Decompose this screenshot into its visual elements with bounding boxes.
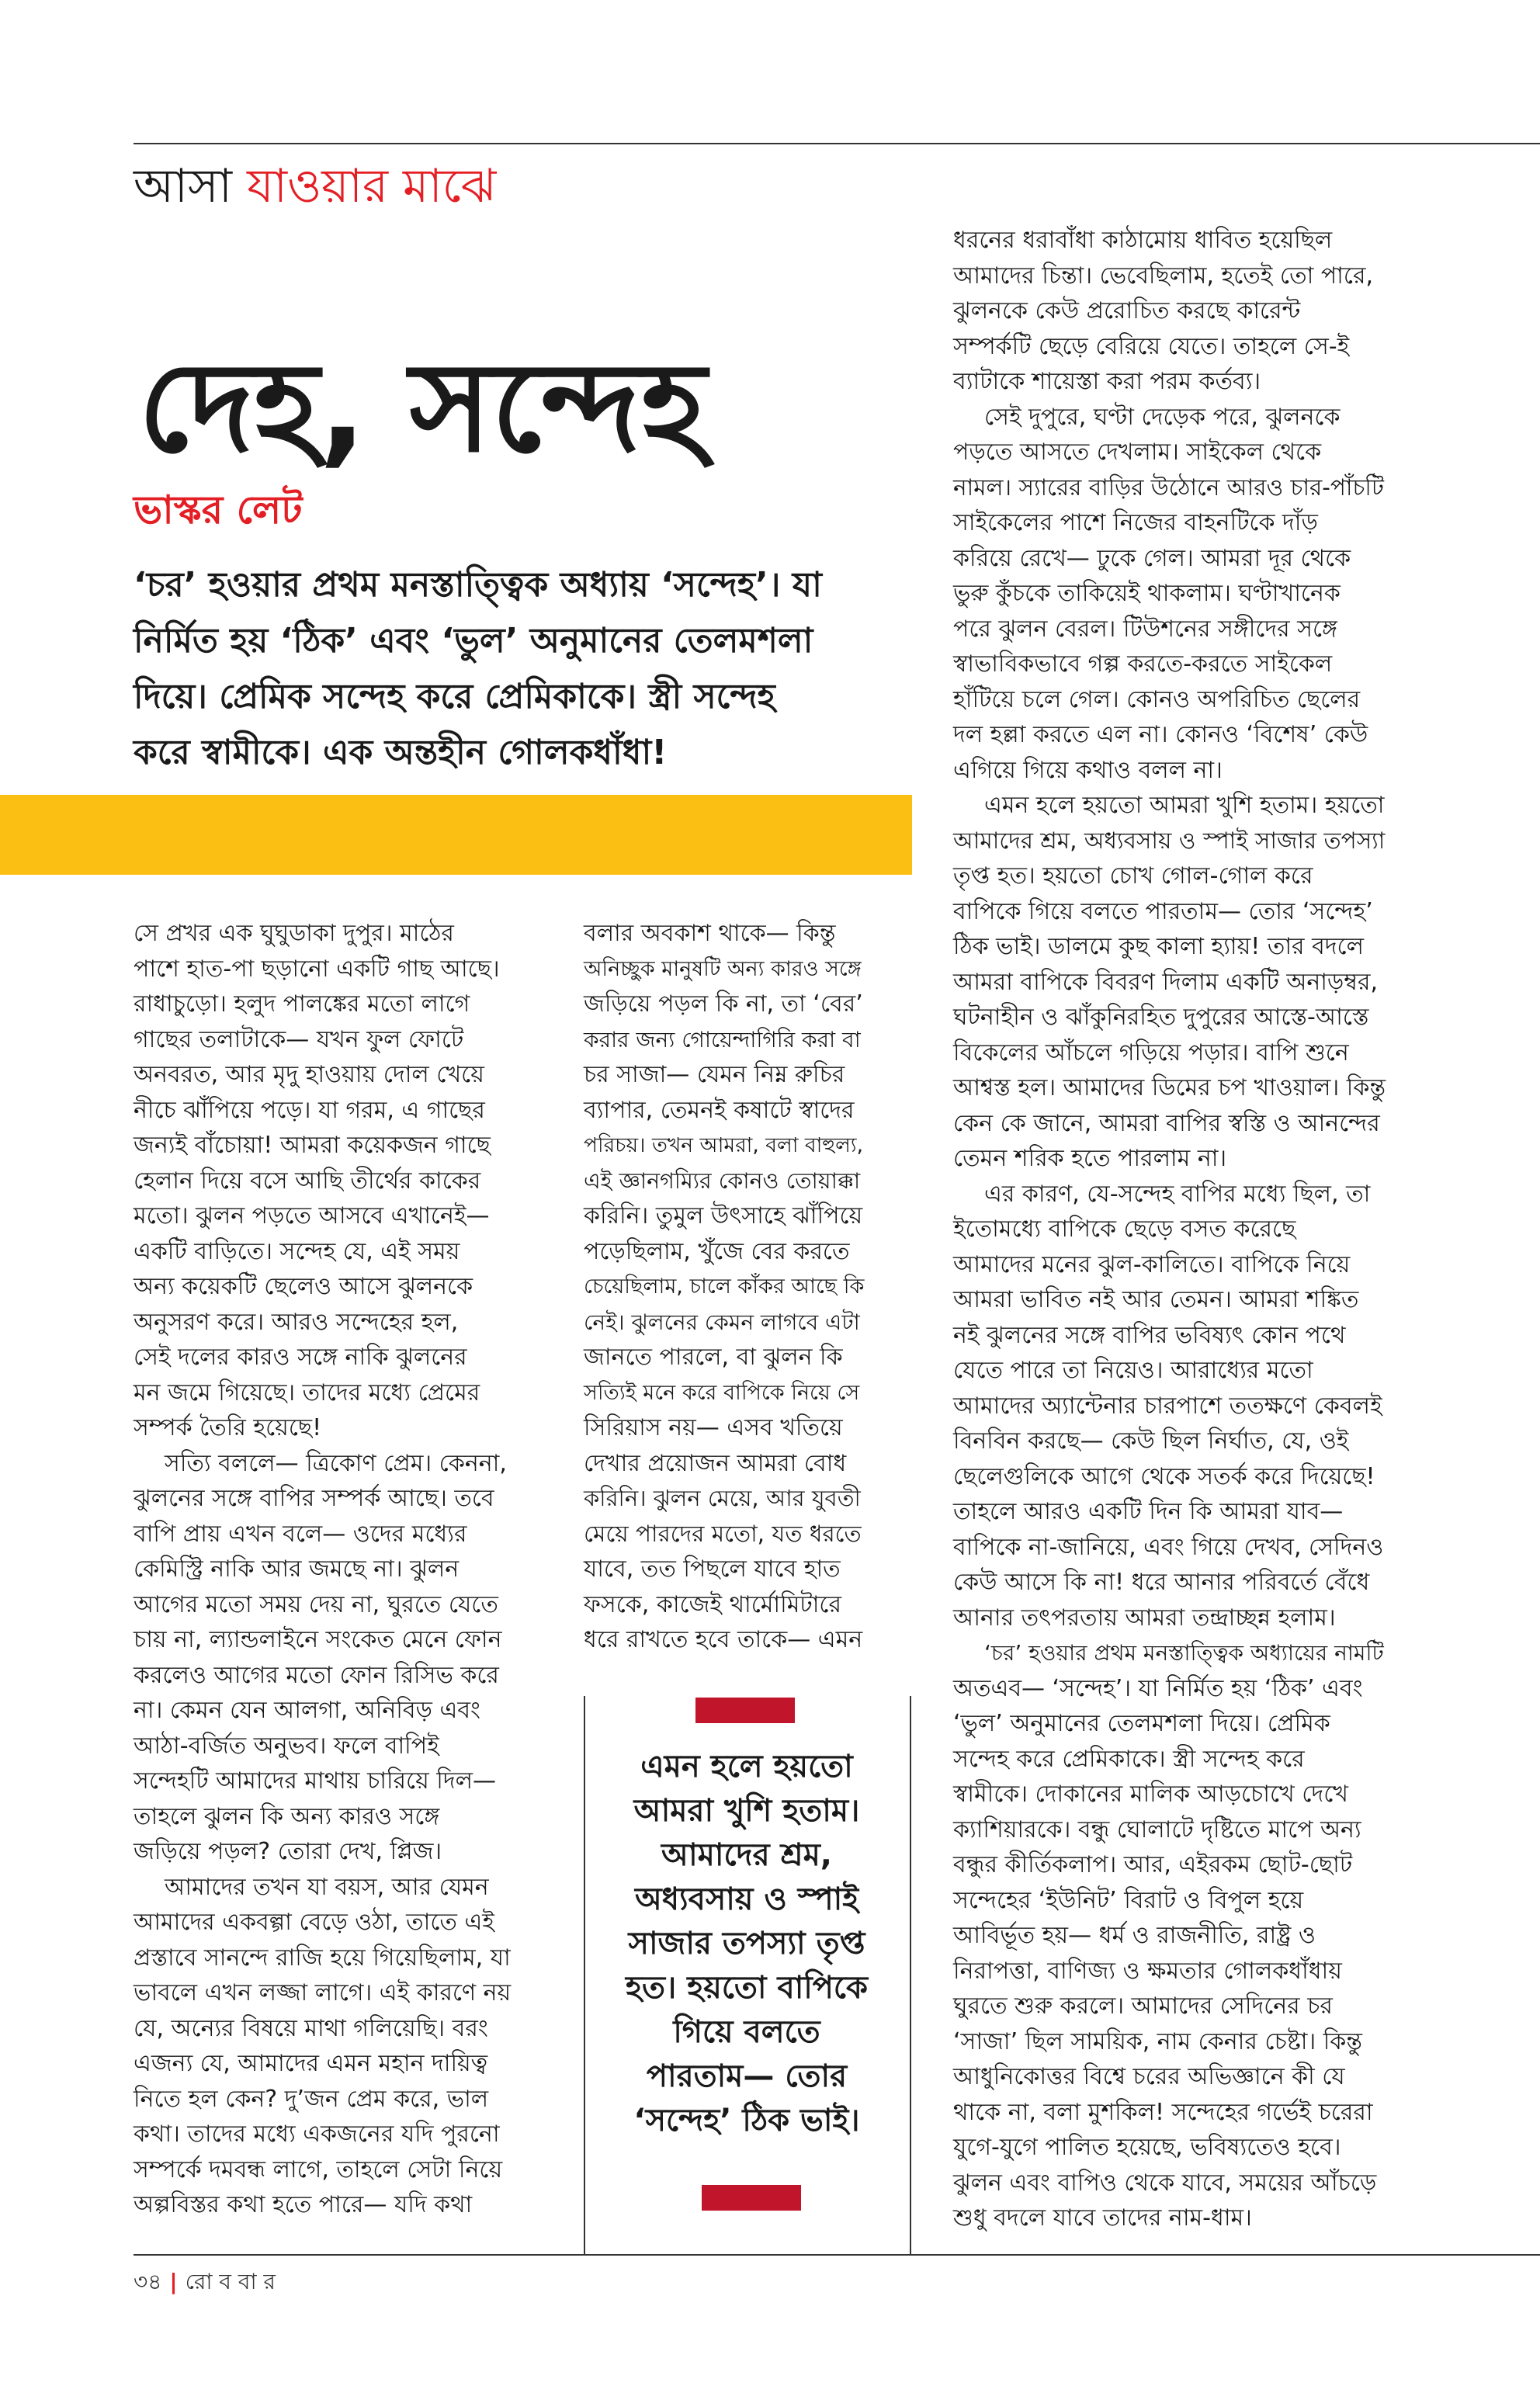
text-line: সন্দেহের ‘ইউনিট’ বিরাট ও বিপুল হয়ে <box>953 1886 1304 1914</box>
text-line: তেমন শরিক হতে পারলাম না। <box>953 1145 1227 1172</box>
text-line: ব্যাপার, তেমনই কষাটে স্বাদের <box>584 1096 855 1124</box>
pullquote-line: সাজার তপস্যা তৃপ্ত <box>628 1926 865 1961</box>
text-line: ক্যাশিয়ারকে। বন্ধু ঘোলাটে দৃষ্টিতে মাপে অন্য <box>953 1816 1361 1843</box>
text-line: স্বাভাবিকভাবে গল্প করতে-করতে সাইকেল <box>953 650 1333 678</box>
text-line: আমরা বাপিকে বিবরণ দিলাম একটি অনাড়ম্বর, <box>953 968 1379 996</box>
text-line: থাকে না, বলা মুশকিল! সন্দেহের গর্ভেই চরেরা <box>953 2098 1373 2126</box>
text-line: জড়িয়ে পড়ল কি না, তা ‘বের’ <box>584 990 863 1018</box>
text-line: সন্দেহ করে প্রেমিকাকে। স্ত্রী সন্দেহ করে <box>953 1745 1305 1773</box>
text-line: মতো। ঝুলন পড়তে আসবে এখানেই— <box>134 1202 490 1229</box>
text-line: করিনি। ঝুলন মেয়ে, আর যুবতী <box>584 1485 861 1511</box>
text-line: কেন কে জানে, আমরা বাপির স্বস্তি ও আনন্দের <box>953 1109 1380 1137</box>
text-line: আধুনিকোত্তর বিশ্বে চরের অভিজ্ঞানে কী যে <box>953 2063 1345 2090</box>
pullquote <box>590 1745 904 2143</box>
text-line: যে, অন্যের বিষয়ে মাথা গলিয়েছি। বরং <box>134 2014 488 2042</box>
text-line: তৃপ্ত হত। হয়তো চোখ গোল-গোল করে <box>953 862 1313 890</box>
text-line: হাঁটিয়ে চলে গেল। কোনও অপরিচিত ছেলের <box>953 685 1361 713</box>
text-line: একটি বাড়িতে। সন্দেহ যে, এই সময় <box>134 1237 460 1265</box>
pullquote-line: আমাদের শ্রম, <box>661 1837 832 1873</box>
text-line: অনিচ্ছুক মানুষটি অন্য কারও সঙ্গে <box>584 956 862 981</box>
text-line: বিকেলের আঁচলে গড়িয়ে পড়ার। বাপি শুনে <box>953 1039 1349 1066</box>
text-line: ঝুলনকে কেউ প্ররোচিত করছে কারেন্ট <box>953 297 1301 324</box>
kicker-red-text: যাওয়ার মাঝে <box>247 159 497 213</box>
text-line: সম্পর্কটি ছেড়ে বেরিয়ে যেতে। তাহলে সে-ই <box>953 332 1350 360</box>
text-line: ‘চর’ হওয়ার প্রথম মনস্তাত্ত্বিক অধ্যায়ের নামটি <box>984 1640 1384 1666</box>
text-line: এর কারণ, যে-সন্দেহ বাপির মধ্যে ছিল, তা <box>984 1180 1371 1208</box>
text-line: নেই। ঝুলনের কেমন লাগবে এটা <box>584 1309 860 1335</box>
text-line: সম্পর্কে দমবন্ধ লাগে, তাহলে সেটা নিয়ে <box>134 2155 503 2183</box>
text-line: ঠিক ভাই। ডালমে কুছ কালা হ্যায়! তার বদলে <box>953 933 1364 960</box>
text-line: সিরিয়াস নয়— এসব খতিয়ে <box>584 1414 843 1441</box>
text-line: সত্যিই মনে করে বাপিকে নিয়ে সে <box>584 1380 860 1405</box>
text-line: শুধু বদলে যাবে তাদের নাম-ধাম। <box>953 2204 1252 2232</box>
column-divider <box>584 1696 585 2255</box>
text-line: রাধাচুড়ো। হলুদ পালঙ্কের মতো লাগে <box>134 990 470 1018</box>
text-line: বলার অবকাশ থাকে— কিন্তু <box>584 920 836 947</box>
text-line: এই জ্ঞানগম্যির কোনও তোয়াক্কা <box>584 1167 861 1194</box>
text-line: কথা। তাদের মধ্যে একজনের যদি পুরনো <box>134 2121 500 2148</box>
pullquote-line: হত। হয়তো বাপিকে <box>626 1970 868 2006</box>
text-line: আবির্ভূত হয়— ধর্ম ও রাজনীতি, রাষ্ট্র ও <box>953 1922 1316 1949</box>
text-line: বাপিকে গিয়ে বলতে পারতাম— তোর ‘সন্দেহ’ <box>953 897 1373 925</box>
text-line: সাইকেলের পাশে নিজের বাহনটিকে দাঁড় <box>953 509 1318 536</box>
text-line: চর সাজা— যেমন নিম্ন রুচির <box>584 1061 845 1088</box>
pullquote-bar-top <box>695 1698 795 1723</box>
pullquote-line: পারতাম— তোর <box>646 2058 848 2094</box>
text-line: যাবে, তত পিছলে যাবে হাত <box>584 1555 841 1583</box>
footer-rule <box>134 2254 1540 2256</box>
text-line: চেয়েছিলাম, চালে কাঁকর আছে কি <box>584 1275 865 1299</box>
text-line: আনার তৎপরতায় আমরা তন্দ্রাচ্ছন্ন হলাম। <box>953 1604 1336 1632</box>
pullquote-line: গিয়ে বলতে <box>673 2014 820 2050</box>
text-line: তাহলে আরও একটি দিন কি আমরা যাব— <box>953 1498 1344 1525</box>
text-line: নই ঝুলনের সঙ্গে বাপির ভবিষ্যৎ কোন পথে <box>953 1321 1346 1349</box>
text-line: আমাদের মনের ঝুল-কালিতে। বাপিকে নিয়ে <box>953 1250 1351 1278</box>
text-line: ধরে রাখতে হবে তাকে— এমন <box>584 1626 863 1653</box>
text-line: সম্পর্ক তৈরি হয়েছে! <box>134 1414 322 1441</box>
text-line: এজন্য যে, আমাদের এমন মহান দায়িত্ব <box>134 2050 488 2077</box>
text-line: মন জমে গিয়েছে। তাদের মধ্যে প্রেমের <box>134 1379 480 1406</box>
author-byline: ভাস্কর লেট <box>134 487 303 532</box>
text-line: ঝুলনের সঙ্গে বাপির সম্পর্ক আছে। তবে <box>134 1485 494 1512</box>
kicker-black-text: আসা <box>134 159 233 213</box>
pullquote-line: ‘সন্দেহ’ ঠিক ভাই। <box>633 2103 860 2138</box>
text-line: কেউ আসে কি না! ধরে আনার পরিবর্তে বেঁধে <box>953 1569 1370 1596</box>
text-line: তাহলে ঝুলন কি অন্য কারও সঙ্গে <box>134 1802 440 1830</box>
text-line: ফসকে, কাজেই থার্মোমিটারে <box>584 1590 841 1618</box>
pullquote-line: আমরা খুশি হতাম। <box>633 1793 860 1829</box>
text-line: করিনি। তুমুল উৎসাহে ঝাঁপিয়ে <box>584 1202 863 1229</box>
column-divider <box>910 1696 911 2255</box>
text-line: নামল। স্যারের বাড়ির উঠোনে আরও চার-পাঁচটি <box>953 473 1384 501</box>
text-line: স্বামীকে। দোকানের মালিক আড়চোখে দেখে <box>953 1781 1348 1808</box>
text-line: দেখার প্রয়োজন আমরা বোধ <box>584 1449 847 1477</box>
text-line: করলেও আগের মতো ফোন রিসিভ করে <box>134 1661 499 1689</box>
text-line: দল হল্লা করতে এল না। কোনও ‘বিশেষ’ কেউ <box>953 721 1368 748</box>
text-line: ঘটনাহীন ও ঝাঁকুনিরহিত দুপুরের আস্তে-আস্তে <box>953 1004 1369 1031</box>
text-line: আমাদের অ্যান্টেনার চারপাশে ততক্ষণে কেবলই <box>953 1392 1382 1420</box>
text-line: গাছের তলাটাকে— যখন ফুল ফোটে <box>134 1025 464 1053</box>
magazine-name: রো ব বা র <box>185 2269 276 2294</box>
yellow-band <box>0 795 912 875</box>
text-line: হেলান দিয়ে বসে আছি তীর্থের কাকের <box>134 1167 481 1195</box>
text-line: মেয়ে পারদের মতো, যত ধরতে <box>584 1520 862 1547</box>
body-column-1 <box>134 916 537 2223</box>
standfirst-line: দিয়ে। প্রেমিক সন্দেহ করে প্রেমিকাকে। স্ত্রী সন্দেহ <box>134 677 775 716</box>
text-line: কেমিস্ট্রি নাকি আর জমছে না। ঝুলন <box>134 1555 460 1583</box>
text-line: এমন হলে হয়তো আমরা খুশি হতাম। হয়তো <box>984 792 1385 819</box>
text-line: পরিচয়। তখন আমরা, বলা বাহুল্য, <box>584 1133 864 1157</box>
text-line: নিতে হল কেন? দু’জন প্রেম করে, ভাল <box>134 2085 489 2113</box>
text-line: ব্যাটাকে শায়েস্তা করা পরম কর্তব্য। <box>953 368 1261 395</box>
body-column-2 <box>584 916 863 1658</box>
top-rule <box>134 143 1540 144</box>
text-line: আঠা-বর্জিত অনুভব। ফলে বাপিই <box>134 1732 439 1760</box>
text-line: বাপিকে না-জানিয়ে, এবং গিয়ে দেখব, সেদিনও <box>953 1533 1384 1561</box>
text-line: যেতে পারে তা নিয়েও। আরাধ্যের মতো <box>953 1357 1313 1384</box>
text-line: সেই দলের কারও সঙ্গে নাকি ঝুলনের <box>134 1344 467 1371</box>
text-line: নীচে ঝাঁপিয়ে পড়ে। যা গরম, এ গাছের <box>134 1096 485 1124</box>
text-line: ঝুলন এবং বাপিও থেকে যাবে, সময়ের আঁচড়ে <box>953 2169 1377 2197</box>
text-line: না। কেমন যেন আলগা, অনিবিড় এবং <box>134 1697 480 1724</box>
pullquote-line: এমন হলে হয়তো <box>640 1749 853 1784</box>
text-line: আগের মতো সময় দেয় না, ঘুরতে যেতে <box>134 1590 498 1618</box>
text-line: সে প্রখর এক ঘুঘুডাকা দুপুর। মাঠের <box>134 920 454 947</box>
text-line: বাপি প্রায় এখন বলে— ওদের মধ্যের <box>134 1520 467 1548</box>
pullquote-line: অধ্যবসায় ও স্পাই <box>634 1881 859 1917</box>
text-line: অতএব— ‘সন্দেহ’। যা নির্মিত হয় ‘ঠিক’ এবং <box>953 1674 1363 1702</box>
text-line: বন্ধুর কীর্তিকলাপ। আর, এইরকম ছোট-ছোট <box>953 1851 1353 1878</box>
text-line: প্রস্তাবে সানন্দে রাজি হয়ে গিয়েছিলাম, যা <box>134 1944 511 1972</box>
text-line: সন্দেহটি আমাদের মাথায় চারিয়ে দিল— <box>134 1767 497 1795</box>
text-line: অন্য কয়েকটি ছেলেও আসে ঝুলনকে <box>134 1273 473 1300</box>
text-line: এগিয়ে গিয়ে কথাও বলল না। <box>953 756 1223 784</box>
article-title: দেহ, সন্দেহ <box>138 335 706 480</box>
text-line: ছেলেগুলিকে আগে থেকে সতর্ক করে দিয়েছে! <box>953 1462 1375 1490</box>
standfirst-line: নির্মিত হয় ‘ঠিক’ এবং ‘ভুল’ অনুমানের তেলমশলা <box>134 621 813 661</box>
text-line: অনবরত, আর মৃদু হাওয়ায় দোল খেয়ে <box>134 1061 484 1088</box>
section-kicker <box>134 155 496 217</box>
text-line: পাশে হাত-পা ছড়ানো একটি গাছ আছে। <box>134 955 500 983</box>
text-line: বিনবিন করছে— কেউ ছিল নির্ঘাত, যে, ওই <box>953 1427 1349 1455</box>
text-line: সেই দুপুরে, ঘণ্টা দেড়েক পরে, ঝুলনকে <box>984 403 1341 431</box>
text-line: পড়েছিলাম, খুঁজে বের করতে <box>584 1237 850 1265</box>
standfirst-line: করে স্বামীকে। এক অন্তহীন গোলকধাঁধা! <box>134 733 668 772</box>
page-footer <box>134 2266 276 2298</box>
text-line: ‘ভুল’ অনুমানের তেলমশলা দিয়ে। প্রেমিক <box>953 1710 1330 1737</box>
body-column-3 <box>953 223 1388 2236</box>
text-line: আশ্বস্ত হল। আমাদের ডিমের চপ খাওয়াল। কিন্তু <box>953 1074 1386 1101</box>
text-line: চায় না, ল্যান্ডলাইনে সংকেত মেনে ফোন <box>134 1626 502 1653</box>
text-line: যুগে-যুগে পালিত হয়েছে, ভবিষ্যতেও হবে। <box>953 2134 1341 2161</box>
text-line: পরে ঝুলন বেরল। টিউশনের সঙ্গীদের সঙ্গে <box>953 615 1337 643</box>
page-number: ৩৪ <box>134 2269 162 2294</box>
text-line: আমাদের চিন্তা। ভেবেছিলাম, হতেই তো পারে, <box>953 262 1373 290</box>
text-line: ভাবলে এখন লজ্জা লাগে। এই কারণে নয় <box>134 1979 512 2006</box>
text-line: আমরা ভাবিত নই আর তেমন। আমরা শঙ্কিত <box>953 1286 1359 1313</box>
text-line: পড়তে আসতে দেখলাম। সাইকেল থেকে <box>953 439 1322 466</box>
text-line: জন্যই বাঁচোয়া! আমরা কয়েকজন গাছে <box>134 1132 491 1159</box>
text-line: জানতে পারলে, বা ঝুলন কি <box>584 1344 843 1371</box>
text-line: জড়িয়ে পড়ল? তোরা দেখ, প্লিজ। <box>134 1838 442 1865</box>
text-line: নিরাপত্তা, বাণিজ্য ও ক্ষমতার গোলকধাঁধায় <box>953 1957 1342 1985</box>
text-line: ‘সাজা’ ছিল সাময়িক, নাম কেনার চেষ্টা। কিন্তু <box>953 2027 1362 2055</box>
text-line: ইতোমধ্যে বাপিকে ছেড়ে বসত করেছে <box>953 1216 1296 1243</box>
standfirst <box>134 557 910 781</box>
text-line: ভুরু কুঁচকে তাকিয়েই থাকলাম। ঘণ্টাখানেক <box>953 580 1341 607</box>
text-line: ধরনের ধরাবাঁধা কাঠামোয় ধাবিত হয়েছিল <box>953 227 1333 254</box>
text-line: ঘুরতে শুরু করলে। আমাদের সেদিনের চর <box>953 1992 1333 2020</box>
text-line: অনুসরণ করে। আরও সন্দেহের হল, <box>134 1308 459 1336</box>
standfirst-line: ‘চর’ হওয়ার প্রথম মনস্তাত্ত্বিক অধ্যায় ‘সন্দেহ’। যা <box>134 565 822 605</box>
text-line: আমাদের তখন যা বয়স, আর যেমন <box>165 1873 489 1901</box>
text-line: আমাদের শ্রম, অধ্যবসায় ও স্পাই সাজার তপস্যা <box>953 827 1386 854</box>
footer-separator: | <box>169 2269 178 2294</box>
text-line: করার জন্য গোয়েন্দাগিরি করা বা <box>584 1026 861 1053</box>
text-line: আমাদের একবল্গা বেড়ে ওঠা, তাতে এই <box>134 1909 494 1936</box>
text-line: অল্পবিস্তর কথা হতে পারে— যদি কথা <box>134 2191 473 2218</box>
pullquote-bar-bottom <box>702 2185 801 2211</box>
text-line: সত্যি বললে— ত্রিকোণ প্রেম। কেননা, <box>165 1449 507 1477</box>
text-line: করিয়ে রেখে— ঢুকে গেল। আমরা দূর থেকে <box>953 544 1351 572</box>
